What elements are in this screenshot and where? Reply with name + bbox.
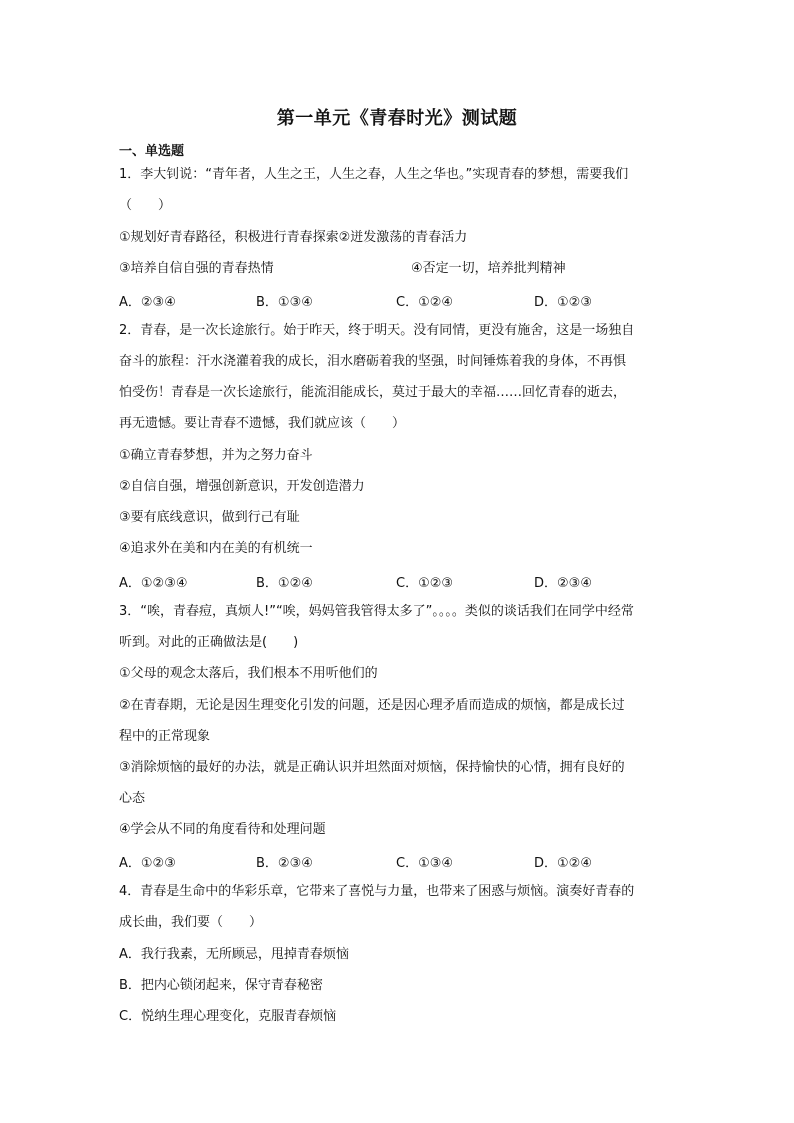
option-a: A．②③④ bbox=[119, 295, 176, 310]
question-2-statement: ①确立青春梦想，并为之努力奋斗 bbox=[119, 448, 313, 463]
question-3-statement: ④学会从不同的角度看待和处理问题 bbox=[119, 822, 326, 837]
question-2-statement: ②自信自强，增强创新意识，开发创造潜力 bbox=[119, 479, 365, 494]
option-a: A．①②③ bbox=[119, 856, 176, 871]
question-3-statement: ②在青春期，无论是因生理变化引发的问题，还是因心理矛盾而造成的烦恼，都是成长过 bbox=[119, 698, 625, 713]
question-2-stem: 奋斗的旅程：汗水浇灌着我的成长，泪水磨砺着我的坚强，时间锤炼着我的身体，不再惧 bbox=[119, 354, 627, 369]
page-title: 第一单元《青春时光》测试题 bbox=[276, 108, 518, 129]
section-heading: 一、单选题 bbox=[119, 144, 185, 159]
option-b: B．①②④ bbox=[256, 576, 313, 591]
question-4-stem: 成长曲，我们要（ ） bbox=[119, 915, 263, 930]
option-a: A．我行我素，无所顾忌，甩掉青春烦恼 bbox=[119, 947, 349, 962]
question-1-stem: 1．李大钊说：“青年者，人生之王，人生之春，人生之华也。”实现青春的梦想，需要我们 bbox=[119, 167, 629, 182]
question-3-stem: 3．“唉，青春痘，真烦人!”“唉，妈妈管我管得太多了”。。。。类似的谈话我们在同学中经常 bbox=[119, 604, 634, 619]
option-a: A．①②③④ bbox=[119, 576, 188, 591]
option-c: C．①②③ bbox=[396, 576, 454, 591]
option-b: B．①③④ bbox=[256, 295, 313, 310]
option-c: C．悦纳生理心理变化，克服青春烦恼 bbox=[119, 1009, 337, 1024]
question-1-statement: ③培养自信自强的青春热情 bbox=[119, 261, 274, 276]
question-1-stem-cont: （ ） bbox=[119, 198, 172, 213]
option-c: C．①②④ bbox=[396, 295, 454, 310]
question-2-statement: ④追求外在美和内在美的有机统一 bbox=[119, 541, 313, 556]
question-1-statement: ①规划好青春路径，积极进行青春探索②迸发激荡的青春活力 bbox=[119, 230, 468, 245]
question-3-statement: ③消除烦恼的最好的办法，就是正确认识并坦然面对烦恼，保持愉快的心情，拥有良好的 bbox=[119, 760, 625, 775]
question-2-stem: 再无遗憾。要让青春不遗憾，我们就应该（ ） bbox=[119, 416, 406, 431]
question-2-stem: 2．青春，是一次长途旅行。始于昨天，终于明天。没有同情，更没有施舍，这是一场独自 bbox=[119, 323, 635, 338]
option-d: D．①②③ bbox=[534, 295, 592, 310]
question-3-statement: ①父母的观念太落后，我们根本不用听他们的 bbox=[119, 666, 378, 681]
question-3-stem: 听到。对此的正确做法是( ) bbox=[119, 635, 299, 650]
question-2-statement: ③要有底线意识，做到行己有耻 bbox=[119, 510, 300, 525]
option-d: D．②③④ bbox=[534, 576, 592, 591]
question-4-stem: 4．青春是生命中的华彩乐章，它带来了喜悦与力量，也带来了困惑与烦恼。演奏好青春的 bbox=[119, 884, 635, 899]
option-d: D．①②④ bbox=[534, 856, 592, 871]
question-3-statement-cont: 心态 bbox=[119, 791, 146, 806]
question-1-statement: ④否定一切，培养批判精神 bbox=[411, 261, 566, 276]
option-b: B．把内心锁闭起来，保守青春秘密 bbox=[119, 978, 323, 993]
option-c: C．①③④ bbox=[396, 856, 454, 871]
question-3-statement-cont: 程中的正常现象 bbox=[119, 729, 211, 744]
question-2-stem: 怕受伤！青春是一次长途旅行，能流泪能成长，莫过于最大的幸福……回忆青春的逝去， bbox=[119, 385, 627, 400]
option-b: B．②③④ bbox=[256, 856, 313, 871]
